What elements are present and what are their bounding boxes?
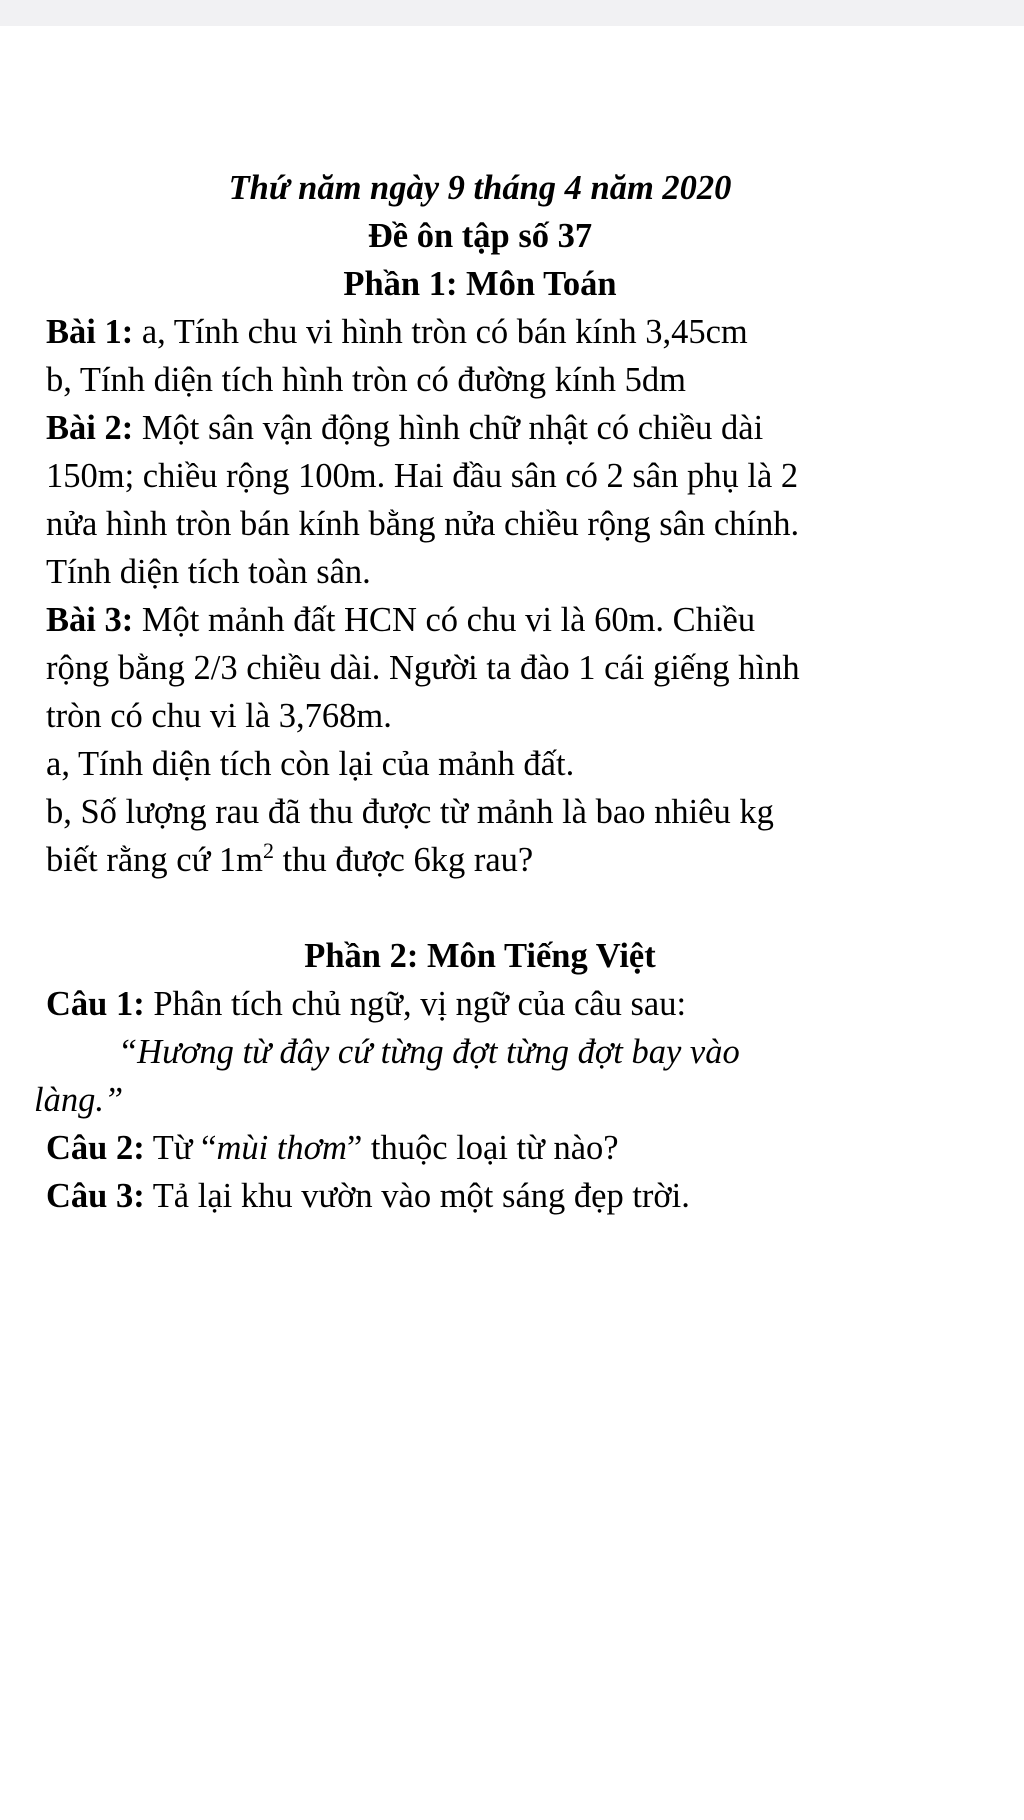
question-3-line: [46, 1172, 986, 1220]
question-2-line: [46, 1124, 986, 1172]
question-1-label: Câu 1:: [46, 985, 145, 1023]
exercise-1-line-a: [46, 308, 986, 356]
part1-title: Phần 1: Môn Toán: [343, 265, 617, 303]
question-2-pre: Từ “: [144, 1129, 217, 1167]
part2-title: Phần 2: Môn Tiếng Việt: [304, 937, 656, 975]
question-3-text: Tả lại khu vườn vào một sáng đẹp trời.: [144, 1177, 690, 1215]
exercise-3-part-b-line-1: b, Số lượng rau đã thu được từ mảnh là bao nhiêu kg: [46, 793, 774, 831]
question-1-line: [46, 980, 986, 1028]
question-1-quote-line-1: “Hương từ đây cứ từng đợt từng đợt bay vào: [118, 1033, 740, 1071]
exercise-3-part-b-pre: biết rằng cứ 1m: [46, 841, 264, 879]
question-2-word: mùi thơm: [216, 1129, 347, 1167]
square-superscript: 2: [263, 838, 275, 863]
exercise-3-part-b-post: thu được 6kg rau?: [274, 841, 534, 879]
exercise-2-line-1: [46, 404, 986, 452]
question-1-quote-line-2: làng.”: [34, 1081, 124, 1119]
exercise-3-text-1: Một mảnh đất HCN có chu vi là 60m. Chiều: [133, 601, 756, 639]
exercise-1-line-b: b, Tính diện tích hình tròn có đường kính 5dm: [46, 361, 687, 399]
question-1-text: Phân tích chủ ngữ, vị ngữ của câu sau:: [144, 985, 687, 1023]
question-2-post: ” thuộc loại từ nào?: [346, 1129, 619, 1167]
question-2-label: Câu 2:: [46, 1129, 145, 1167]
exercise-1-label: Bài 1:: [46, 313, 134, 351]
exercise-3-line-1: [46, 596, 986, 644]
exercise-2-line-2: 150m; chiều rộng 100m. Hai đầu sân có 2 sân phụ là 2: [46, 457, 799, 495]
exercise-3-part-a: a, Tính diện tích còn lại của mảnh đất.: [46, 745, 575, 783]
exercise-2-text-1: Một sân vận động hình chữ nhật có chiều dài: [133, 409, 764, 447]
top-status-bar: [0, 0, 1024, 26]
section-spacer: [46, 884, 986, 932]
exercise-3-part-b-line-2: [46, 836, 986, 884]
date-line: Thứ năm ngày 9 tháng 4 năm 2020: [228, 169, 732, 207]
exercise-2-line-3: nửa hình tròn bán kính bằng nửa chiều rộng sân chính.: [46, 505, 800, 543]
exercise-1-text-a: a, Tính chu vi hình tròn có bán kính 3,45cm: [133, 313, 748, 351]
document-body: [34, 164, 986, 1220]
exercise-2-label: Bài 2:: [46, 409, 134, 447]
exercise-3-label: Bài 3:: [46, 601, 134, 639]
question-3-label: Câu 3:: [46, 1177, 145, 1215]
exercise-2-line-4: Tính diện tích toàn sân.: [46, 553, 371, 591]
exercise-3-line-3: tròn có chu vi là 3,768m.: [46, 697, 392, 735]
exam-title: Đề ôn tập số 37: [367, 217, 593, 255]
exercise-3-line-2: rộng bằng 2/3 chiều dài. Người ta đào 1 cái giếng hình: [46, 649, 800, 687]
